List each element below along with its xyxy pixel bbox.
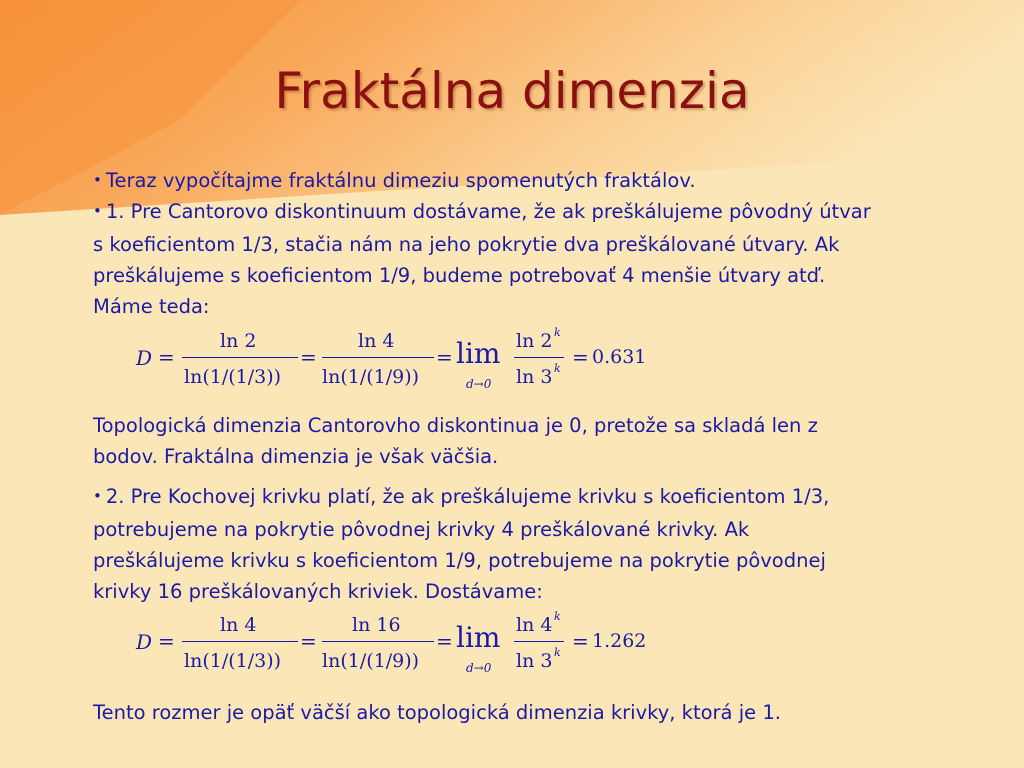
exponent: k [554, 326, 561, 339]
bullet-icon: • [93, 171, 102, 189]
formula-result: 0.631 [592, 346, 647, 368]
text-line: 1. Pre Cantorovo diskontinuum dostávame, že ak preškálujeme pôvodný útvar [105, 200, 871, 223]
formula-cantor [130, 326, 670, 392]
formula-result: 1.262 [592, 630, 647, 652]
paragraph-conclusion [93, 697, 973, 728]
fraction-bar [182, 357, 298, 358]
fraction-denominator: ln(1/(1/9)) [322, 650, 420, 672]
paragraph-cantor [93, 196, 973, 322]
fraction-numerator: ln 4 [516, 614, 553, 636]
fraction-bar [514, 641, 564, 642]
formula-equals: = [436, 629, 453, 653]
fraction-denominator: ln 3 [516, 650, 553, 672]
exponent: k [554, 646, 561, 659]
limit-subscript: d→0 [466, 661, 492, 675]
fraction-denominator: ln 3 [516, 366, 553, 388]
text-line: potrebujeme na pokrytie pôvodnej krivky 4 preškálované krivky. Ak [93, 518, 750, 541]
exponent: k [554, 362, 561, 375]
text-line: preškálujeme krivku s koeficientom 1/9, potrebujeme na pokrytie pôvodnej [93, 549, 826, 572]
text-line: s koeficientom 1/3, stačia nám na jeho pokrytie dva preškálované útvary. Ak [93, 233, 840, 256]
limit-operator: lim [456, 337, 501, 370]
formula-equals: = [436, 345, 453, 369]
fraction-numerator: ln 2 [516, 330, 553, 352]
paragraph-koch [93, 481, 973, 607]
fraction-bar [322, 641, 434, 642]
fraction-bar [182, 641, 298, 642]
fraction-numerator: ln 4 [358, 330, 395, 352]
fraction-numerator: ln 2 [220, 330, 257, 352]
formula-equals: = [300, 629, 317, 653]
fraction-denominator: ln(1/(1/3)) [184, 650, 282, 672]
fraction-denominator: ln(1/(1/9)) [322, 366, 420, 388]
paragraph-topological [93, 410, 973, 472]
text-line: Teraz vypočítajme fraktálnu dimeziu spomenutých fraktálov. [105, 169, 696, 192]
formula-equals: = [300, 345, 317, 369]
formula-equals: = [158, 345, 175, 369]
text-line: krivky 16 preškálovaných kriviek. Dostávame: [93, 580, 543, 603]
text-line: preškálujeme s koeficientom 1/9, budeme potrebovať 4 menšie útvary atď. [93, 264, 826, 287]
fraction-numerator: ln 4 [220, 614, 257, 636]
limit-operator: lim [456, 621, 501, 654]
limit-subscript: d→0 [466, 377, 492, 391]
bullet-icon: • [93, 487, 102, 505]
text-line: 2. Pre Kochovej krivku platí, že ak preškálujeme krivku s koeficientom 1/3, [105, 485, 830, 508]
text-line: Topologická dimenzia Cantorovho diskontinua je 0, pretože sa skladá len z [93, 414, 818, 437]
text-line: Tento rozmer je opäť väčší ako topologická dimenzia krivky, ktorá je 1. [93, 701, 781, 724]
exponent: k [554, 610, 561, 623]
bullet-icon: • [93, 202, 102, 220]
formula-equals: = [572, 345, 589, 369]
fraction-bar [322, 357, 434, 358]
fraction-numerator: ln 16 [352, 614, 401, 636]
paragraph-intro [93, 165, 973, 198]
fraction-bar [514, 357, 564, 358]
formula-koch [130, 610, 670, 676]
slide-title: Fraktálna dimenzia [274, 62, 750, 120]
formula-lhs: D [136, 346, 153, 370]
text-line: Máme teda: [93, 295, 210, 318]
formula-equals: = [572, 629, 589, 653]
text-line: bodov. Fraktálna dimenzia je však väčšia. [93, 445, 499, 468]
formula-equals: = [158, 629, 175, 653]
formula-lhs: D [136, 630, 153, 654]
fraction-denominator: ln(1/(1/3)) [184, 366, 282, 388]
